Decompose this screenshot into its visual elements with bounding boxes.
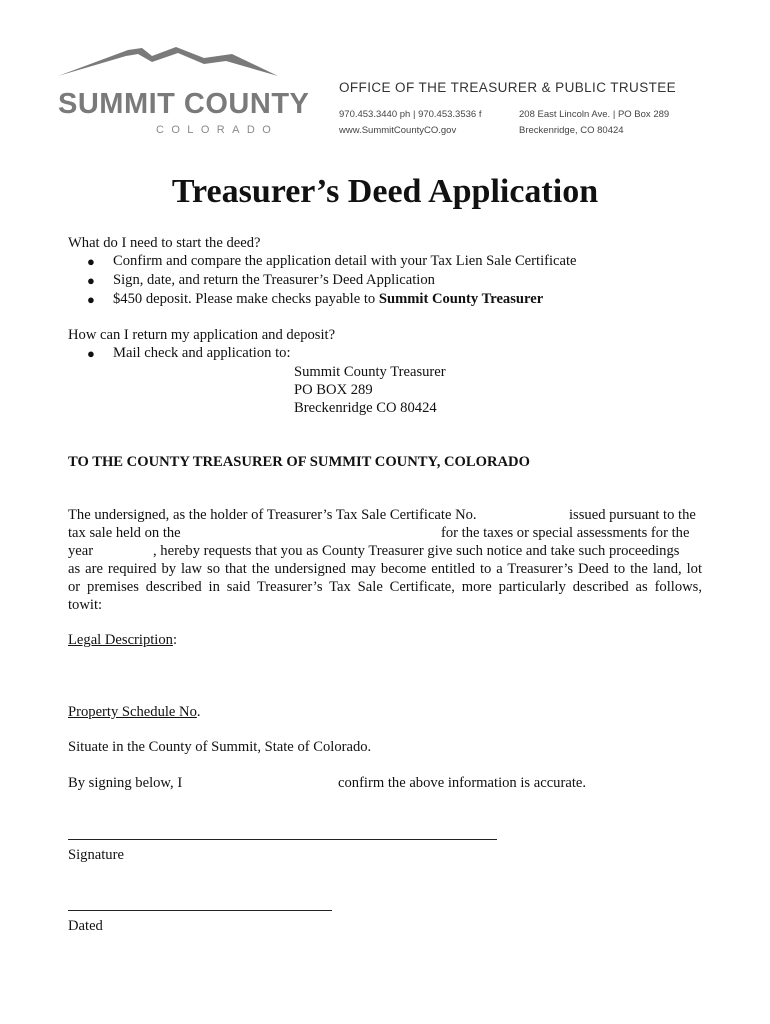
signature-line[interactable]	[68, 839, 497, 840]
section2-item: Mail check and application to:	[113, 345, 291, 361]
bullet-icon: ●	[87, 273, 95, 288]
legal-description-colon: :	[172, 632, 178, 648]
paragraph-line-6: towit:	[68, 597, 103, 613]
logo-name: SUMMIT COUNTY	[58, 88, 310, 120]
contact-website: www.SummitCountyCO.gov	[339, 125, 457, 136]
signing-statement-a: By signing below, I	[68, 775, 183, 791]
mail-address-line-3: Breckenridge CO 80424	[294, 400, 437, 416]
section1-item-2: Sign, date, and return the Treasurer’s Deed Application	[113, 272, 435, 288]
paragraph-line-1a: The undersigned, as the holder of Treasurer’s Tax Sale Certificate No.	[68, 507, 477, 523]
addressee-heading: TO THE COUNTY TREASURER OF SUMMIT COUNTY, COLORADO	[68, 454, 530, 470]
bullet-icon: ●	[87, 292, 95, 307]
mountain-logo-icon	[56, 44, 288, 84]
office-title: OFFICE OF THE TREASURER & PUBLIC TRUSTEE	[339, 80, 677, 95]
property-schedule-label	[68, 703, 201, 721]
dated-label: Dated	[68, 918, 103, 934]
bullet-icon: ●	[87, 254, 95, 269]
property-schedule-dot: .	[196, 704, 201, 720]
legal-description-label	[68, 631, 177, 649]
contact-address: 208 East Lincoln Ave. | PO Box 289	[519, 109, 670, 120]
logo-subtitle: COLORADO	[156, 124, 279, 136]
paragraph-line-4: as are required by law so that the undersigned may become entitled to a Treasurer’s Deed to the land, lot	[68, 561, 702, 577]
situate-statement: Situate in the County of Summit, State of Colorado.	[68, 739, 372, 755]
bullet-icon: ●	[87, 346, 95, 361]
dated-line[interactable]	[68, 910, 332, 911]
section1-question: What do I need to start the deed?	[68, 235, 261, 251]
mail-address-line-2: PO BOX 289	[294, 382, 373, 398]
deposit-payee: Summit County Treasurer	[378, 291, 544, 307]
contact-phones: 970.453.3440 ph | 970.453.3536 f	[339, 109, 482, 120]
signature-label: Signature	[68, 847, 124, 863]
mail-address-line-1: Summit County Treasurer	[294, 364, 446, 380]
paragraph-line-2b: for the taxes or special assessments for the	[441, 525, 690, 541]
contact-city: Breckenridge, CO 80424	[519, 125, 624, 136]
property-schedule-text: Property Schedule No	[68, 704, 197, 720]
legal-description-text: Legal Description	[68, 632, 173, 648]
paragraph-line-3b: , hereby requests that you as County Treasurer give such notice and take such proceedings	[153, 543, 680, 559]
section1-item-3	[113, 290, 543, 308]
section1-item-1: Confirm and compare the application detail with your Tax Lien Sale Certificate	[113, 253, 577, 269]
paragraph-line-1b: issued pursuant to the	[569, 507, 696, 523]
summit-county-logo	[56, 44, 310, 136]
deposit-text: $450 deposit. Please make checks payable to	[113, 291, 379, 307]
document-title: Treasurer’s Deed Application	[171, 173, 599, 210]
signing-statement-b: confirm the above information is accurate.	[338, 775, 586, 791]
section2-question: How can I return my application and deposit?	[68, 327, 336, 343]
paragraph-line-5: or premises described in said Treasurer’s Tax Sale Certificate, more particularly described as follows,	[68, 579, 702, 595]
paragraph-line-3a: year	[68, 543, 94, 559]
paragraph-line-2a: tax sale held on the	[68, 525, 181, 541]
